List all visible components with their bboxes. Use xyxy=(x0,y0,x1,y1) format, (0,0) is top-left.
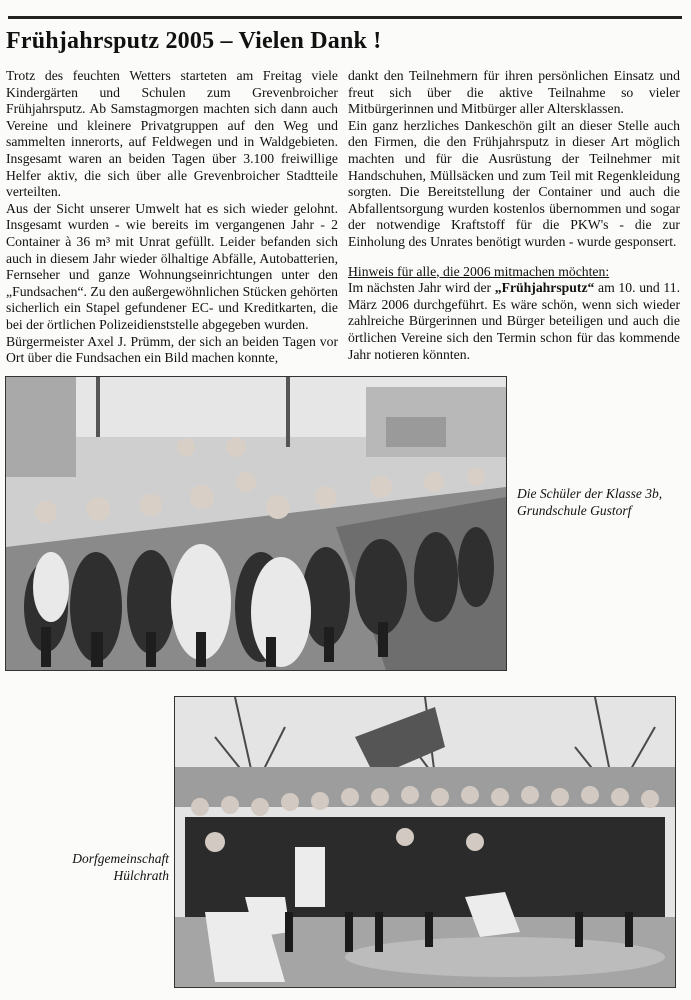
top-rule xyxy=(8,16,682,19)
right-text-column xyxy=(348,68,680,363)
event-name-bold: „Frühjahrsputz“ xyxy=(494,280,595,296)
paragraph-environment: Aus der Sicht unserer Umwelt hat es sich wieder gelohnt. Insgesamt wurden - wie bereits im vergangenen Jahr - 2 Container à 36 m³ mit Unrat gefüllt. Leider befanden sich auch in diesem Jahr wieder ölhaltige Abfälle, Autobatterien, Fernseher und ganze Wohnungseinrichtungen unter den „Fundsachen“. Zu den außergewöhnlichen Stücken gehörten sicherlich ein Stapel gefundener EC- und Kreditkarten, die bei der örtlichen Polizeidienststelle abgegeben wurden. xyxy=(6,200,338,332)
next-year-text-1: Im nächsten Jahr wird der xyxy=(348,280,495,296)
hint-heading: Hinweis für alle, die 2006 mitmachen möchten: xyxy=(348,263,610,279)
photo-village-community-illustration xyxy=(175,697,675,987)
paragraph-thanks-companies: Ein ganz herzliches Dankeschön gilt an dieser Stelle auch den Firmen, die den Frühjahrsputz in dieser Art möglich machten und für die Ausrüstung der Teilnehmer mit Handschuhen, Müllsäcken und zum Teil mit Regenkleidung sorgten. Die Bereitstellung der Container und auch die Abfallentsorgung wurden kostenlos übernommen und sogar der notwendige Kraftstoff für die PKW's - die zur Einholung des Unrates benötigt wurden - wurde gesponsert. xyxy=(348,117,680,249)
caption-village-community xyxy=(44,850,169,884)
next-year-text-2: am 10. und 11. März 2006 durchgeführt. Es wäre schön, wenn sich wieder zahlreiche Bürgerinnen und Bürger beteiligen und auch die örtlichen Vereine sich den Termin schon für das kommende Jahr notieren könnten. xyxy=(348,280,680,362)
photo-village-community-group xyxy=(174,696,676,988)
paragraph-thanks-participants: dankt den Teilnehmern für ihren persönlichen Einsatz und freut sich über die aktive Teilnahme so vieler Mitbürgerinnen und Mitbürger aller Altersklassen. xyxy=(348,68,680,117)
caption-village-community-line2: Hülchrath xyxy=(113,868,169,883)
paragraph-intro: Trotz des feuchten Wetters starteten am Freitag viele Kindergärten und Schulen zum Grevenbroicher Frühjahrsputz. Ab Samstagmorgen machten sich dann auch Vereine und kleinere Privatgruppen auf den Weg und sammelten innerorts, auf Feldwegen und in Waldgebieten. Insgesamt waren an beiden Tagen über 3.100 freiwillige Helfer aktiv, die sich über alle Grevenbroicher Stadtteile verteilten. xyxy=(6,68,338,200)
article-headline: Frühjahrsputz 2005 – Vielen Dank ! xyxy=(6,28,382,54)
paragraph-mayor: Bürgermeister Axel J. Prümm, der sich an beiden Tagen vor Ort über die Fundsachen ein Bild machen konnte, xyxy=(6,333,338,366)
caption-school-class xyxy=(517,485,687,519)
photo-school-class-group xyxy=(5,376,507,671)
paragraph-next-year xyxy=(348,280,680,363)
caption-village-community-line1: Dorfgemeinschaft xyxy=(72,851,169,866)
photo-school-class-illustration xyxy=(6,377,506,670)
left-text-column xyxy=(6,68,338,367)
caption-school-class-line1: Die Schüler der Klasse 3b, xyxy=(517,486,663,501)
caption-school-class-line2: Grundschule Gustorf xyxy=(517,503,632,518)
